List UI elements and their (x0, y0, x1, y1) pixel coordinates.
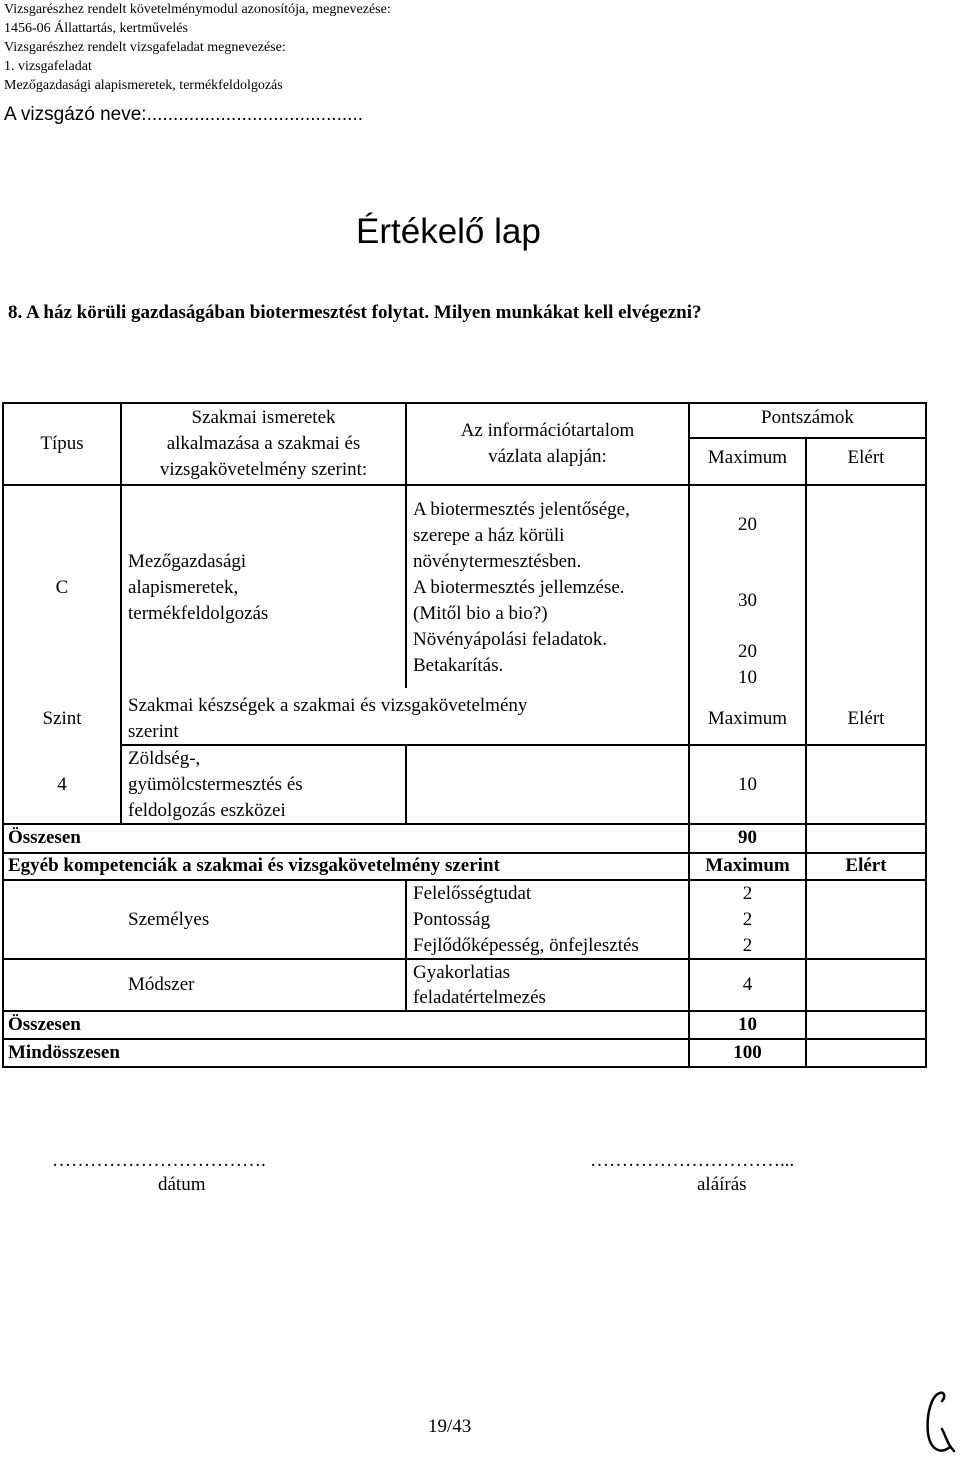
document-header (4, 0, 391, 95)
other-item: Pontosság (413, 909, 491, 930)
header-line-task-number: 1. vizsgafeladat (4, 59, 92, 74)
table-border-right (925, 402, 927, 1068)
total1-label: Összesen (8, 827, 81, 848)
table-border-left (2, 402, 4, 1068)
other-points: 2 (742, 909, 753, 930)
candidate-name-line: A vizsgázó neve:......................................... (4, 104, 364, 125)
other-elert: Elért (845, 855, 887, 876)
row-c-item: (Mitől bio a bio?) (413, 603, 548, 624)
row-c-points: 30 (738, 590, 757, 611)
total2-value: 10 (738, 1014, 757, 1035)
row-c-item: A biotermesztés jelentősége, (413, 499, 630, 520)
skill-points: 10 (738, 774, 757, 795)
col-divider-max (805, 437, 807, 688)
skill-item-1: Zöldség-, (128, 748, 201, 769)
grand-total-value: 100 (733, 1042, 762, 1063)
grand-total-label: Mindösszesen (8, 1042, 120, 1063)
other-gyakorlatias-2: feladatértelmezés (413, 987, 546, 1008)
other-item: Fejlődőképesség, önfejlesztés (413, 935, 639, 956)
header-szakmai-1: Szakmai ismeretek (191, 407, 336, 428)
row-c-points: 10 (738, 667, 757, 688)
other-item: Felelősségtudat (413, 883, 532, 904)
question-text: 8. A ház körüli gazdaságában biotermesztést folytat. Milyen munkákat kell elvégezni? (8, 302, 702, 323)
header-line-module: 1456-06 Állattartás, kertművelés (4, 21, 188, 36)
other-points: 2 (742, 883, 753, 904)
row-c-area-2: alapismeretek, (128, 577, 239, 598)
skill-title-2: szerint (128, 721, 179, 742)
header-line-task-name: Mezőgazdasági alapismeretek, termékfeldolgozás (4, 78, 283, 93)
table-border-top (2, 402, 927, 404)
other-gyakorlatias-points: 4 (742, 974, 753, 995)
header-bottom-line (2, 484, 927, 486)
skill-szint-label: Szint (42, 708, 82, 729)
date-label: dátum (158, 1174, 206, 1195)
row-c-item: növénytermesztésben. (413, 551, 582, 572)
page-number: 19/43 (428, 1416, 472, 1437)
other-szemelyes: Személyes (128, 909, 210, 930)
skill-elert: Elért (847, 708, 885, 729)
other-col-item (405, 879, 407, 1010)
header-maximum: Maximum (707, 447, 788, 468)
skill-maximum: Maximum (707, 708, 788, 729)
header-info-2: vázlata alapján: (488, 446, 607, 467)
header-szakmai-2: alkalmazása a szakmai és (166, 433, 361, 454)
other-title: Egyéb kompetenciák a szakmai és vizsgakövetelmény szerint (8, 855, 500, 876)
total2-label: Összesen (8, 1014, 81, 1035)
signature-label: aláírás (697, 1174, 747, 1195)
header-line-module-label: Vizsgarészhez rendelt követelménymodul azonosítója, megnevezése: (4, 2, 391, 17)
other-modszer: Módszer (128, 974, 195, 995)
row-c-area-3: termékfeldolgozás (128, 603, 269, 624)
date-dots: ……………………………. (52, 1150, 266, 1171)
row-c-item: szerepe a ház körüli (413, 525, 565, 546)
row-c-points: 20 (738, 641, 757, 662)
other-maximum: Maximum (705, 855, 790, 876)
row-c-type: C (55, 577, 69, 598)
total1-col-right (805, 823, 807, 853)
row-c-item: A biotermesztés jellemzése. (413, 577, 625, 598)
header-pont-divider (688, 437, 927, 439)
signature-dots: …………………………... (590, 1150, 795, 1171)
skill-col-item (405, 744, 407, 824)
row-c-item: Betakarítás. (413, 655, 504, 676)
handwritten-initial-mark (918, 1385, 958, 1460)
header-szakmai-3: vizsgakövetelmény szerint: (159, 459, 368, 480)
row-c-item: Növényápolási feladatok. (413, 629, 608, 650)
header-line-task-label: Vizsgarészhez rendelt vizsgafeladat megnevezése: (4, 40, 286, 55)
header-tipus: Típus (40, 433, 84, 454)
skill-item-2: gyümölcstermesztés és (128, 774, 303, 795)
other-points: 2 (742, 935, 753, 956)
skill-level: 4 (57, 774, 67, 795)
skill-item-3: feldolgozás eszközei (128, 800, 286, 821)
header-pontszamok: Pontszámok (761, 407, 854, 428)
total1-value: 90 (738, 827, 757, 848)
other-gyakorlatias-1: Gyakorlatias (413, 962, 511, 983)
row-c-area-1: Mezőgazdasági (128, 551, 247, 572)
row-c-points: 20 (738, 514, 757, 535)
page-title: Értékelő lap (356, 212, 541, 251)
header-info-1: Az információtartalom (460, 420, 635, 441)
header-elert: Elért (847, 447, 885, 468)
skill-title-1: Szakmai készségek a szakmai és vizsgakövetelmény (128, 695, 528, 716)
table-border-bottom (2, 1066, 927, 1068)
